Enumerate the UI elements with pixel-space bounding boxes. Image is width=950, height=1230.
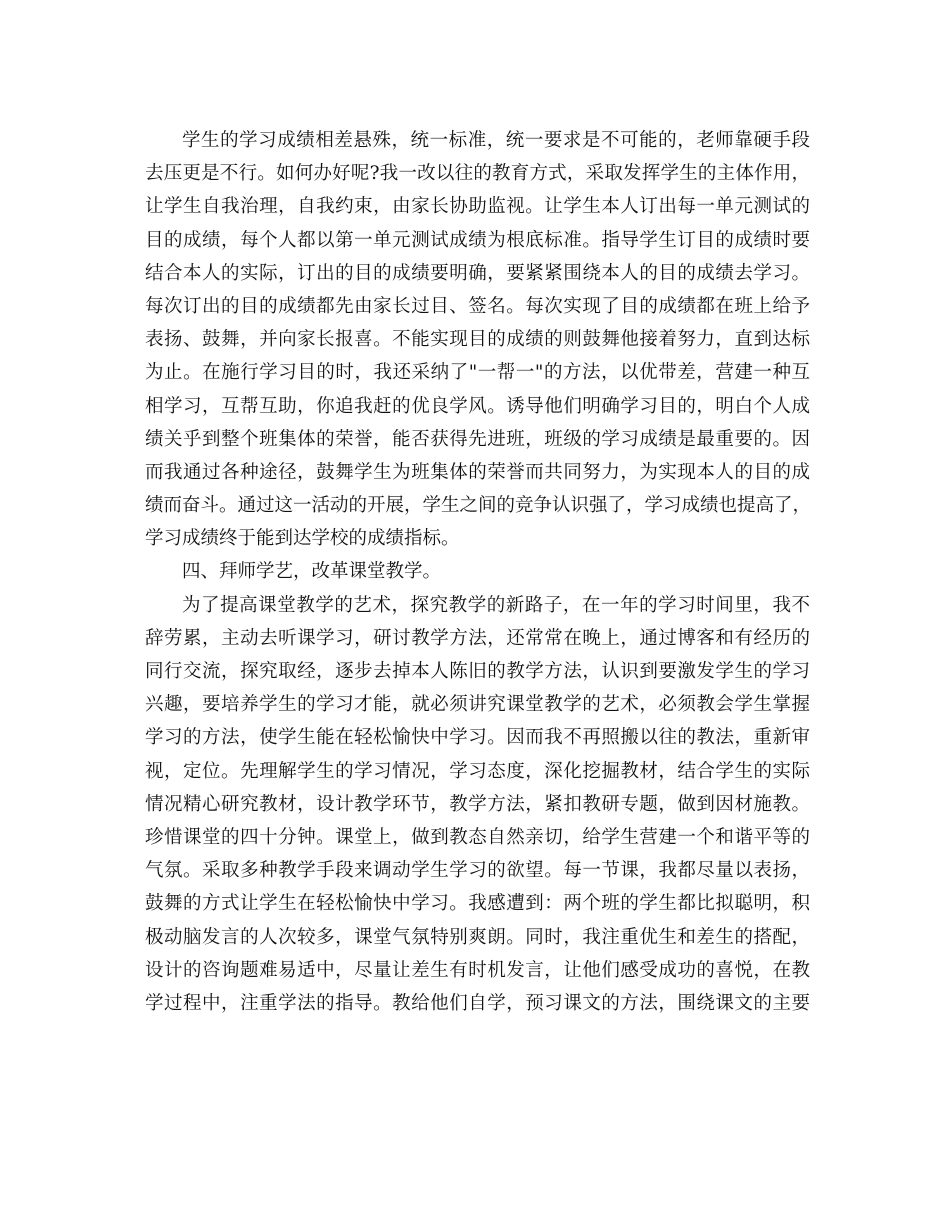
text-line: 表扬、鼓舞，并向家长报喜。不能实现目的成绩的则鼓舞他接着努力，直到达标 (145, 329, 810, 351)
text-line: 目的成绩，每个人都以第一单元测试成绩为根底标准。指导学生订目的成绩时要 (145, 229, 810, 251)
text-line: 去压更是不行。如何办好呢?我一改以往的教育方式，采取发挥学生的主体作用， (145, 163, 810, 185)
text-line: 学习的方法，使学生能在轻松愉快中学习。因而我不再照搬以往的教法，重新审 (145, 727, 810, 749)
text-line: 让学生自我治理，自我约束，由家长协助监视。让学生本人订出每一单元测试的 (145, 196, 810, 218)
section-heading-text: 四、拜师学艺，改革课堂教学。 (182, 561, 442, 583)
text-line: 鼓舞的方式让学生在轻松愉快中学习。我感遭到：两个班的学生都比拟聪明，积 (145, 893, 810, 915)
text-line: 每次订出的目的成绩都先由家长过目、签名。每次实现了目的成绩都在班上给予 (145, 295, 810, 317)
text-line: 为了提高课堂教学的艺术，探究教学的新路子，在一年的学习时间里，我不 (182, 594, 810, 616)
text-line: 结合本人的实际，订出的目的成绩要明确，要紧紧围绕本人的目的成绩去学习。 (145, 262, 810, 284)
document-body (145, 124, 810, 1020)
text-line: 设计的咨询题难易适中，尽量让差生有时机发言，让他们感受成功的喜悦，在教 (145, 959, 810, 981)
text-line: 情况精心研究教材，设计教学环节，教学方法，紧扣教研专题，做到因材施教。 (145, 793, 810, 815)
text-line: 学习成绩终于能到达学校的成绩指标。 (145, 528, 460, 550)
text-line: 绩关乎到整个班集体的荣誉，能否获得先进班，班级的学习成绩是最重要的。因 (145, 428, 810, 450)
text-line: 视，定位。先理解学生的学习情况，学习态度，深化挖掘教材，结合学生的实际 (145, 760, 810, 782)
text-line: 珍惜课堂的四十分钟。课堂上，做到教态自然亲切，给学生营建一个和谐平等的 (145, 826, 810, 848)
paragraph-1 (145, 124, 810, 555)
text-line: 绩而奋斗。通过这一活动的开展，学生之间的竞争认识强了，学习成绩也提高了， (145, 495, 812, 517)
text-line: 极动脑发言的人次较多，课堂气氛特别爽朗。同时，我注重优生和差生的搭配， (145, 926, 810, 948)
text-line: 相学习，互帮互助，你追我赶的优良学风。诱导他们明确学习目的，明白个人成 (145, 395, 810, 417)
text-line: 辞劳累，主动去听课学习，研讨教学方法，还常常在晚上，通过博客和有经历的 (145, 627, 810, 649)
text-line: 同行交流，探究取经，逐步去掉本人陈旧的教学方法，认识到要激发学生的学习 (145, 661, 810, 682)
text-line: 气氛。采取多种教学手段来调动学生学习的欲望。每一节课，我都尽量以表扬， (145, 860, 810, 882)
text-line: 为止。在施行学习目的时，我还采纳了"一帮一"的方法，以优带差，营建一种互 (145, 362, 810, 384)
text-line: 学过程中，注重学法的指导。教给他们自学，预习课文的方法，围绕课文的主要 (145, 992, 810, 1014)
text-line: 而我通过各种途径，鼓舞学生为班集体的荣誉而共同努力，为实现本人的目的成 (145, 461, 810, 483)
section-heading-4 (145, 555, 810, 588)
text-line: 兴趣，要培养学生的学习才能，就必须讲究课堂教学的艺术，必须教会学生掌握 (145, 694, 810, 716)
text-line: 学生的学习成绩相差悬殊，统一标准，统一要求是不可能的，老师靠硬手段 (182, 130, 810, 151)
paragraph-3 (145, 589, 810, 1020)
